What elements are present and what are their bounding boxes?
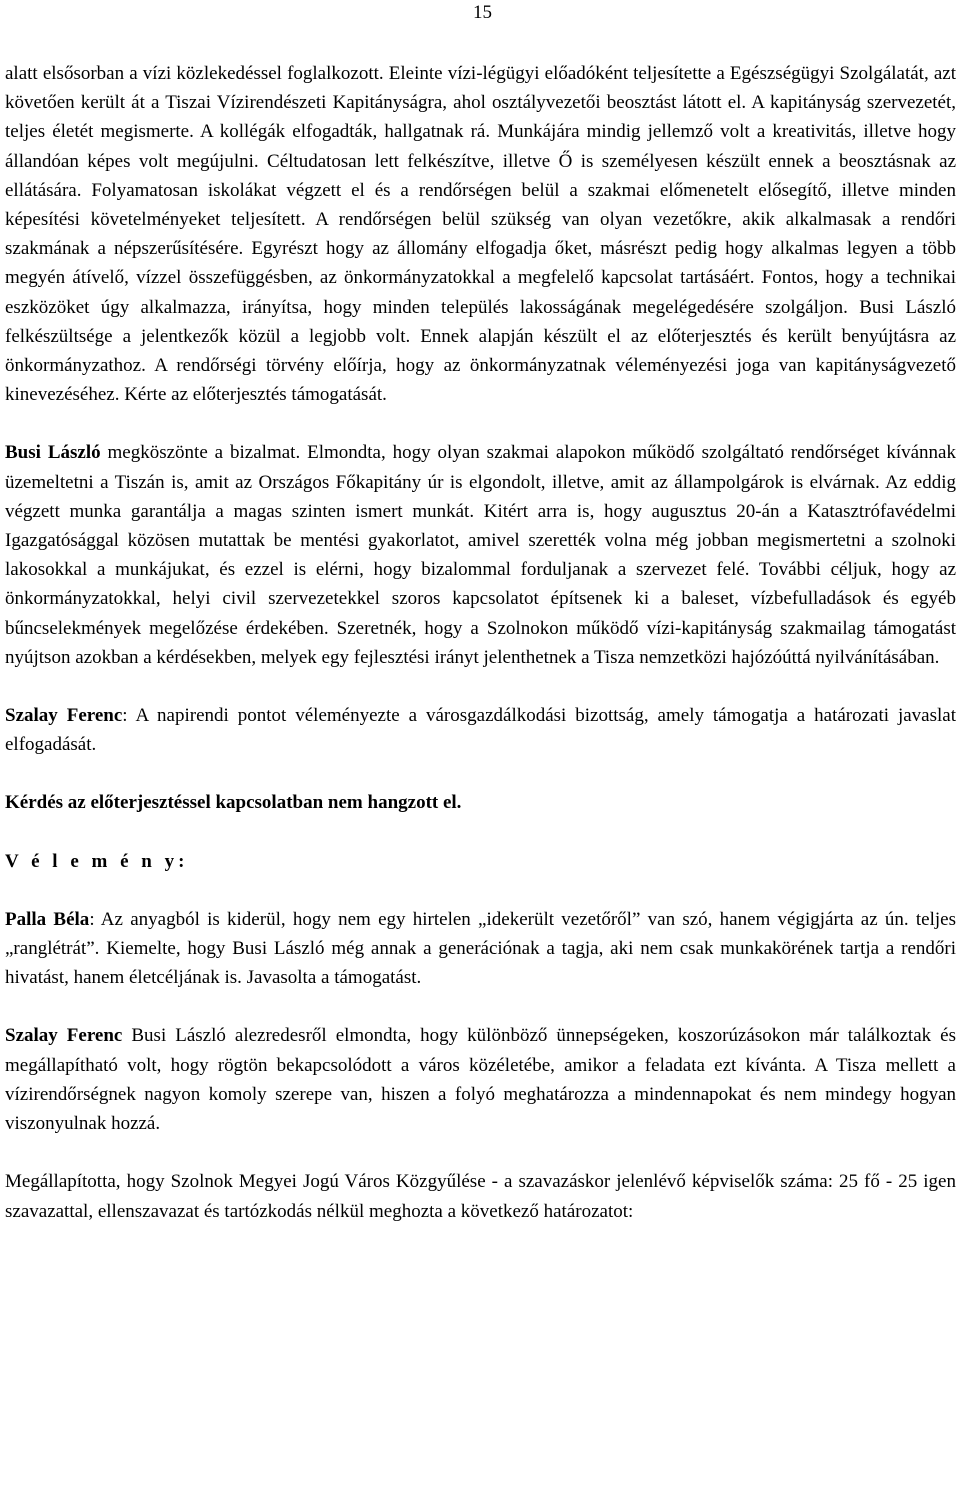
page-number: 15 (473, 2, 492, 23)
speaker-name: Palla Béla (5, 908, 90, 930)
paragraph-text: alatt elsősorban a vízi közlekedéssel foglalkozott. Eleinte vízi-légügyi előadóként teljesítette a Egészségügyi Szolgálatát, azt követően került át a Tiszai Vízirendészeti Kapitányságra, ahol osztályvezetői beosztást látott el. A kapitányság szervezetét, teljes életét megismerte. A kollégák elfogadták, hallgatnak rá. Munkájára mindig jellemző volt a kreativitás, illetve hogy állandóan képes volt megújulni. Céltudatosan lett felkészítve, illetve Ő is személyesen készült ennek a beosztásnak az ellátására. Folyamatosan iskolákat végzett el és a rendőrségen belül a szakmai előmenetelt elősegítő, illetve minden képesítési követelményeket teljesített. A rendőrségen belül szükség van olyan vezetőkre, akik alkalmasak a rendőri szakmának a népszerűsítésére. Egyrészt hogy az állomány elfogadja őket, másrészt pedig hogy alkalmas legyen a több megyén átívelő, vízzel összefüggésben, az önkormányzatokkal a megfelelő kapcsolat tartásáért. Fontos, hogy a technikai eszközöket úgy alkalmazza, irányítsa, hogy minden település lakosságának megelégedésére szolgáljon. Busi László felkészültsége a jelentkezők közül a legjobb volt. Ennek alapján készült el az előterjesztés és került benyújtásra az önkormányzathoz. A rendőrségi törvény előírja, hogy az önkormányzatnak véleményezési joga van kapitányságvezető kinevezéséhez. Kérte az előterjesztés támogatását. (5, 63, 956, 406)
paragraph-intro (5, 59, 956, 409)
bold-statement: Kérdés az előterjesztéssel kapcsolatban nem hangzott el. (5, 792, 462, 814)
paragraph-text: Megállapította, hogy Szolnok Megyei Jogú Város Közgyűlése - a szavazáskor jelenlévő képviselők száma: 25 fő - 25 igen szavazattal, ellenszavazat és tartózkodás nélkül meghozta a következő határozatot: (5, 1171, 956, 1222)
question-statement (5, 788, 956, 817)
speaker-name: Szalay Ferenc (5, 1025, 123, 1047)
document-body (5, 59, 956, 1226)
section-heading: V é l e m é n y: (5, 850, 189, 872)
paragraph-text: : A napirendi pontot véleményezte a városgazdálkodási bizottság, amely támogatja a határozati javaslat elfogadását. (5, 705, 956, 756)
paragraph-busi (5, 438, 956, 672)
paragraph-resolution (5, 1167, 956, 1225)
paragraph-text: Busi László alezredesről elmondta, hogy különböző ünnepségeken, koszorúzásokon már találkoztak és megállapítható volt, hogy rögtön bekapcsolódott a város közéletébe, amikor a feladata ezt kívánta. A Tisza mellett a vízirendőrségnek nagyon komoly szerepe van, hiszen a folyó meghatározza a mindennapokat és nem mindegy hogyan viszonyulnak hozzá. (5, 1025, 956, 1135)
paragraph-szalay-2 (5, 1021, 956, 1138)
paragraph-palla (5, 905, 956, 993)
speaker-name: Szalay Ferenc (5, 705, 123, 727)
opinion-heading (5, 847, 956, 876)
paragraph-text: megköszönte a bizalmat. Elmondta, hogy olyan szakmai alapokon működő szolgáltató rendőrséget kívánnak üzemeltetni a Tiszán is, amit az Országos Főkapitány úr is elgondolt, illetve, amit az állampolgárok is elvárnak. Az eddig végzett munka garantálja a magas szinten ismert munkát. Kitért arra is, hogy augusztus 20-án a Katasztrófavédelmi Igazgatósággal közösen mutattak be mentési gyakorlatot, amivel szerették volna még jobban megismertetni a szolnoki lakosokkal a munkájukat, és ezzel is elérni, hogy bizalommal forduljanak a szervezet felé. További céljuk, hogy az önkormányzatokkal, helyi civil szervezetekkel szoros kapcsolatot építsenek ki a baleset, vízbefulladások és egyéb bűncselekmények megelőzése érdekében. Szeretnék, hogy a Szolnokon működő vízi-kapitányság szakmailag támogatást nyújtson azokban a kérdésekben, melyek egy fejlesztési irányt jelenthetnek a Tisza nemzetközi hajózóúttá nyilvánításában. (5, 442, 956, 668)
speaker-name: Busi László (5, 442, 101, 464)
paragraph-szalay-1 (5, 701, 956, 759)
paragraph-text: : Az anyagból is kiderül, hogy nem egy hirtelen „idekerült vezetőről” van szó, hanem végigjárta az ún. teljes „ranglétrát”. Kiemelte, hogy Busi László még annak a generációnak a tagja, aki nem csak munkakörének tartja a rendőri hivatást, hanem életcéljának is. Javasolta a támogatást. (5, 908, 956, 989)
